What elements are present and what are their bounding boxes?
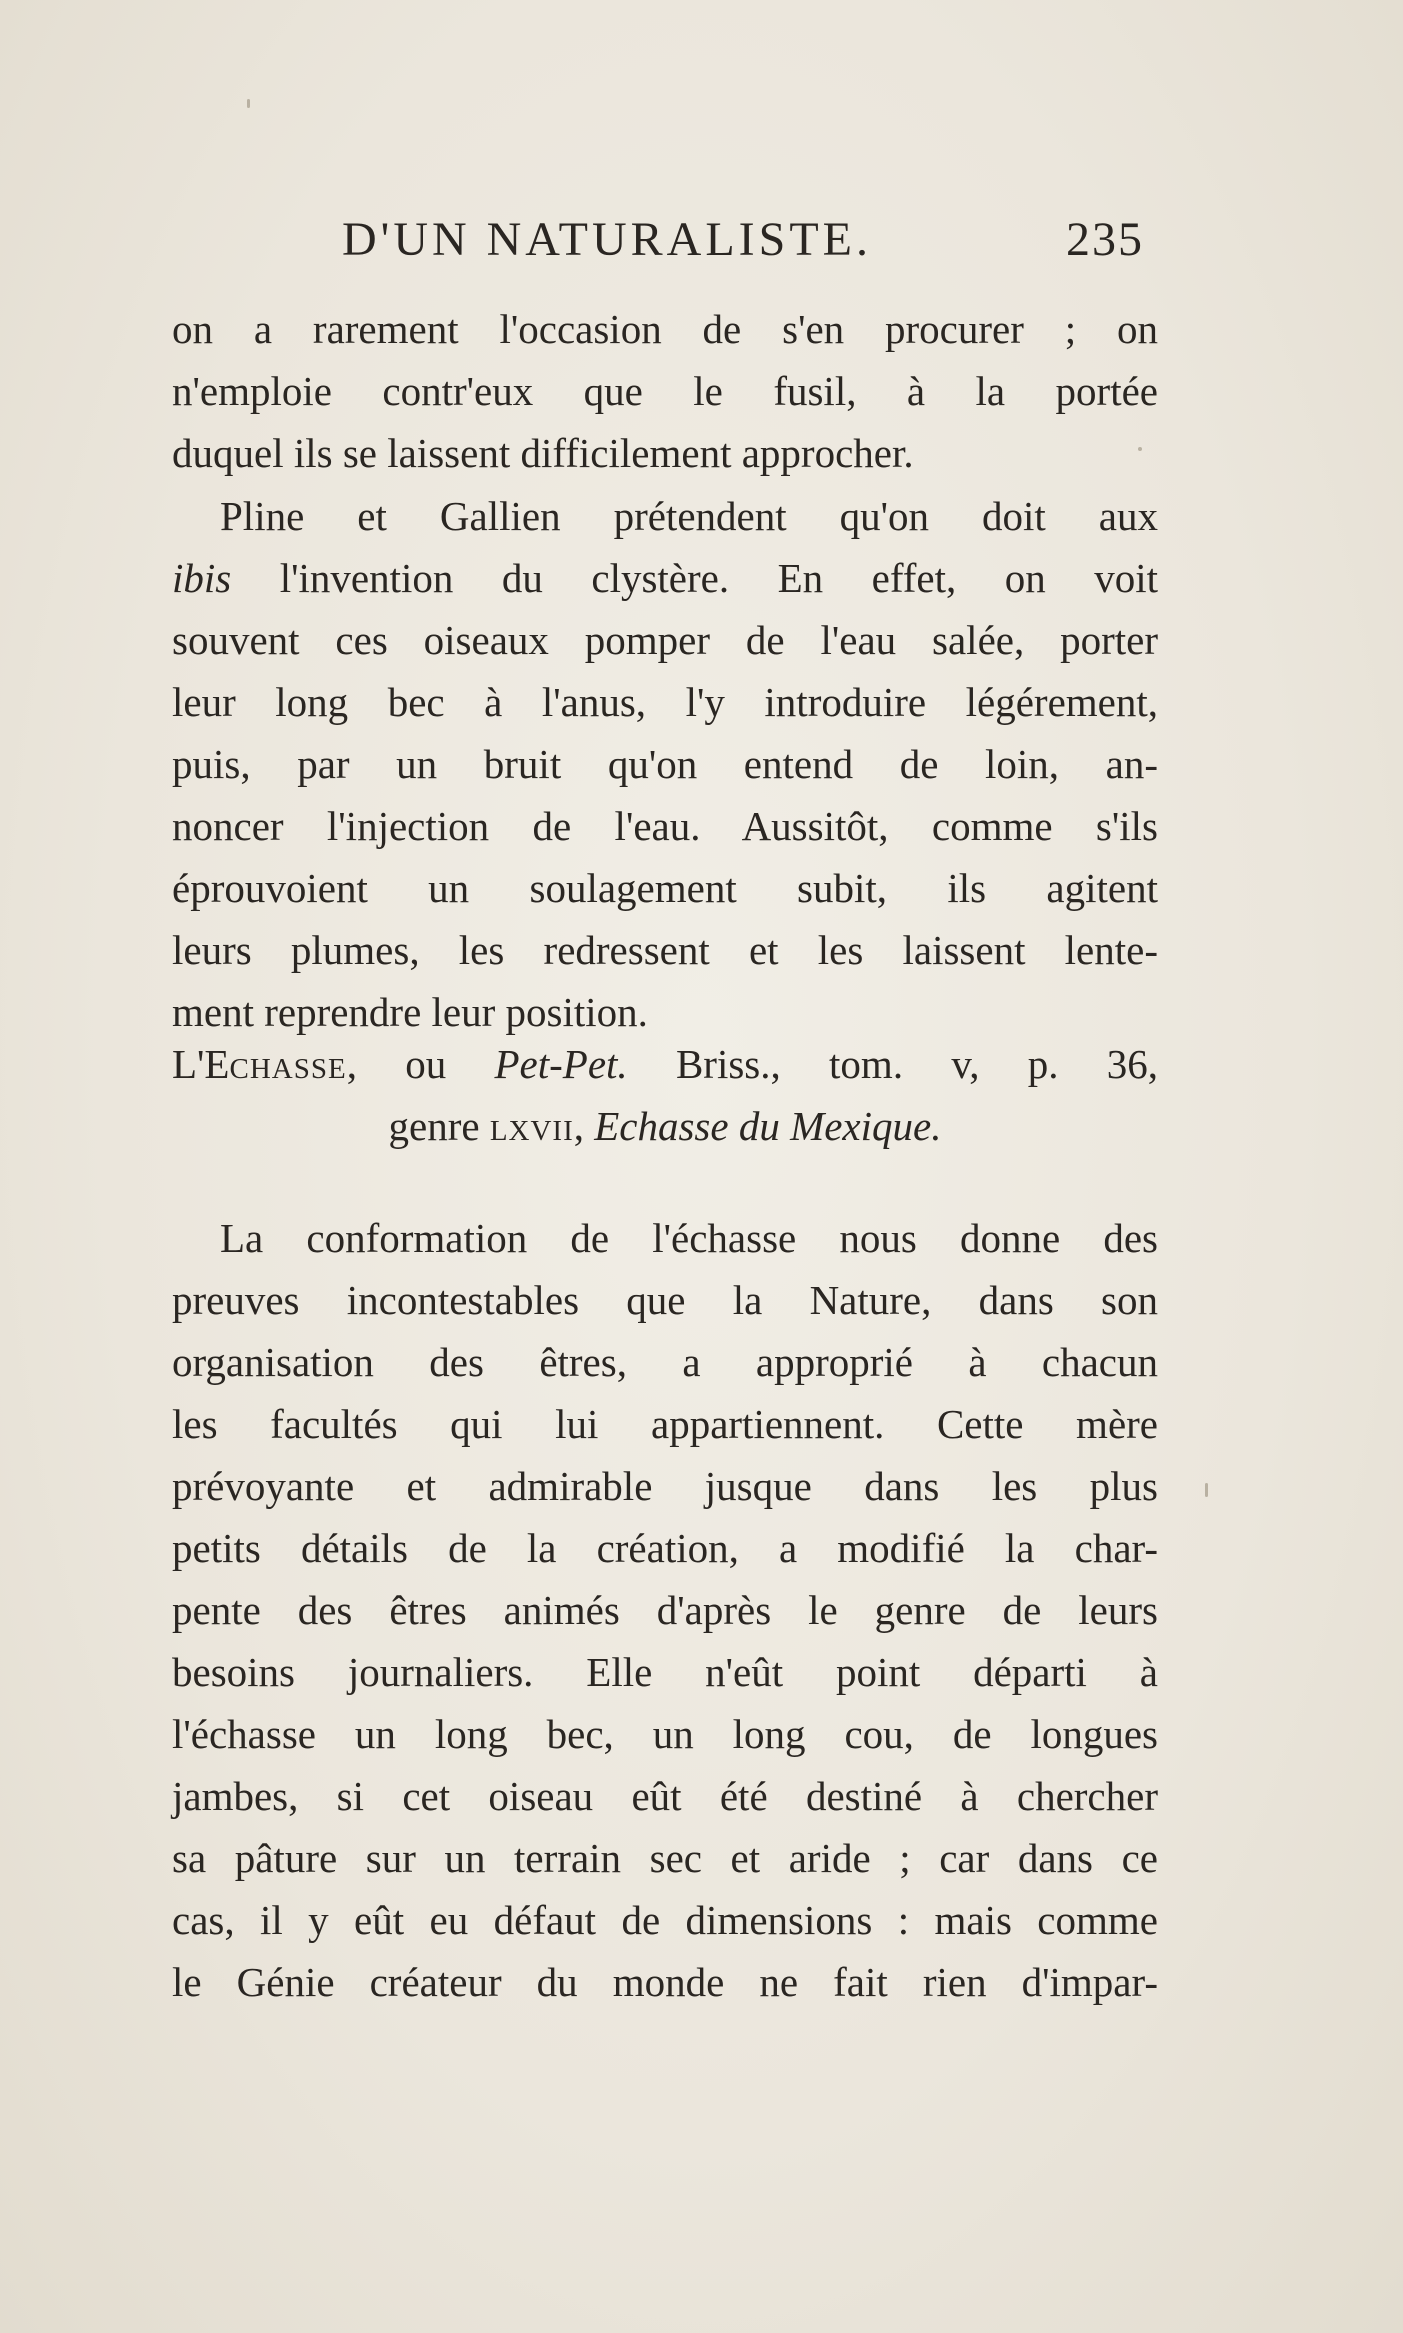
text-line: n'emploie contr'eux que le fusil, à la portée xyxy=(172,368,1158,414)
text-line: le Génie créateur du monde ne fait rien d'impar- xyxy=(172,1959,1158,2005)
text-line xyxy=(172,547,1158,609)
text-fragment: l'invention du clystère. En effet, on voit xyxy=(231,555,1158,601)
entry-heading-line-2 xyxy=(172,1095,1158,1157)
text-line: Pline et Gallien prétendent qu'on doit aux xyxy=(220,493,1158,539)
paper-speck xyxy=(247,99,250,108)
text-line: l'échasse un long bec, un long cou, de longues xyxy=(172,1711,1158,1757)
text-line: on a rarement l'occasion de s'en procurer ; on xyxy=(172,306,1158,352)
text-line: leurs plumes, les redressent et les laissent lente- xyxy=(172,927,1158,973)
entry-heading xyxy=(172,1033,1158,1157)
heading-smallcaps: chasse xyxy=(229,1041,347,1087)
text-line: souvent ces oiseaux pomper de l'eau salée, porter xyxy=(172,617,1158,663)
paragraph-1 xyxy=(172,298,1158,484)
text-line: jambes, si cet oiseau eût été destiné à chercher xyxy=(172,1773,1158,1819)
text-line: sa pâture sur un terrain sec et aride ; car dans ce xyxy=(172,1835,1158,1881)
text-line: preuves incontestables que la Nature, dans son xyxy=(172,1277,1158,1323)
running-head xyxy=(172,212,1144,282)
text-line: puis, par un bruit qu'on entend de loin, an- xyxy=(172,741,1158,787)
page-number: 235 xyxy=(1066,213,1144,266)
heading-italic-name: Pet-Pet. xyxy=(494,1041,628,1087)
text-line: noncer l'injection de l'eau. Aussitôt, comme s'ils xyxy=(172,803,1158,849)
paper-speck xyxy=(1205,1483,1208,1497)
heading-reference: Briss., tom. v, p. 36, xyxy=(627,1041,1158,1087)
text-line: les facultés qui lui appartiennent. Cette mère xyxy=(172,1401,1158,1447)
text-line: cas, il y eût eu défaut de dimensions : mais comme xyxy=(172,1897,1158,1943)
text-line: ment reprendre leur position. xyxy=(172,989,648,1035)
heading-italic-species: Echasse du Mexique. xyxy=(594,1103,942,1149)
paragraph-2 xyxy=(172,485,1158,1043)
text-line: éprouvoient un soulagement subit, ils agitent xyxy=(172,865,1158,911)
text-line: duquel ils se laissent difficilement approcher. xyxy=(172,430,914,476)
heading-genre-numeral: lxvii xyxy=(489,1103,574,1149)
text-line: prévoyante et admirable jusque dans les plus xyxy=(172,1463,1158,1509)
entry-heading-line-1 xyxy=(172,1033,1158,1095)
paragraph-3 xyxy=(172,1207,1158,2013)
heading-genre-label: genre xyxy=(388,1103,490,1149)
text-line: La conformation de l'échasse nous donne des xyxy=(220,1215,1158,1261)
text-line: besoins journaliers. Elle n'eût point départi à xyxy=(172,1649,1158,1695)
heading-initial: L'E xyxy=(172,1041,230,1087)
text-line: pente des êtres animés d'après le genre de leurs xyxy=(172,1587,1158,1633)
heading-separator: , ou xyxy=(346,1041,495,1087)
running-head-title: D'UN NATURALISTE. xyxy=(342,213,872,266)
italic-word: ibis xyxy=(172,555,232,601)
text-line: petits détails de la création, a modifié la char- xyxy=(172,1525,1158,1571)
text-line: leur long bec à l'anus, l'y introduire légérement, xyxy=(172,679,1158,725)
text-line: organisation des êtres, a approprié à chacun xyxy=(172,1339,1158,1385)
paper-speck xyxy=(1138,447,1142,451)
heading-separator: , xyxy=(573,1103,595,1149)
